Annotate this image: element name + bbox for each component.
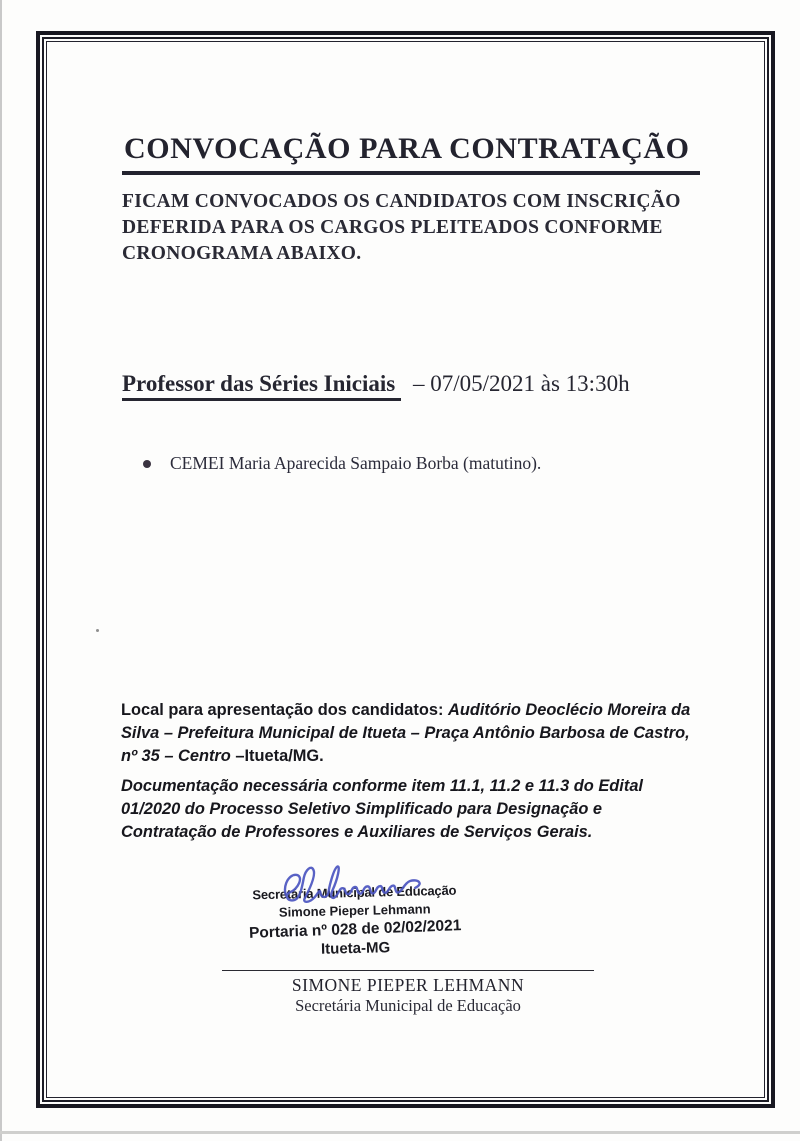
signatory-name: SIMONE PIEPER LEHMANN bbox=[291, 975, 525, 995]
stamp-city: Itueta-MG bbox=[320, 939, 391, 958]
schedule-datetime: – 07/05/2021 às 13:30h bbox=[412, 371, 630, 396]
local-line bbox=[121, 699, 690, 722]
intro-line: CRONOGRAMA ABAIXO. bbox=[122, 243, 362, 264]
location-text: CEMEI Maria Aparecida Sampaio Borba (matutino). bbox=[170, 453, 542, 473]
intro-line: DEFERIDA PARA OS CARGOS PLEITEADOS CONFORME bbox=[122, 217, 663, 238]
presentation-location-paragraph bbox=[121, 699, 690, 768]
local-city: –Itueta/MG. bbox=[235, 747, 324, 765]
local-line: Silva – Prefeitura Municipal de Itueta – Praça Antônio Barbosa de Castro, bbox=[121, 724, 690, 742]
local-label: Local para apresentação dos candidatos: bbox=[121, 701, 444, 719]
doc-line: Documentação necessária conforme item 11.1, 11.2 e 11.3 do Edital bbox=[121, 777, 643, 795]
local-venue: Auditório Deoclécio Moreira da bbox=[448, 701, 691, 719]
role-name: Professor das Séries Iniciais bbox=[122, 371, 401, 401]
schedule-heading bbox=[122, 371, 630, 397]
scan-paper-edge bbox=[0, 0, 2, 1141]
location-list-item bbox=[143, 453, 541, 474]
stamp-office: Secretária Municipal de Educação bbox=[252, 882, 457, 903]
doc-line: 01/2020 do Processo Seletivo Simplificado para Designação e bbox=[121, 800, 602, 818]
scan-bottom-band bbox=[0, 1131, 800, 1134]
bullet-icon bbox=[143, 460, 151, 468]
intro-paragraph bbox=[122, 189, 681, 267]
signature-line bbox=[222, 970, 594, 971]
stamp-name: Simone Pieper Lehmann bbox=[278, 901, 431, 920]
handwritten-signature-ink bbox=[275, 853, 429, 908]
local-address: nº 35 – Centro bbox=[121, 747, 231, 765]
intro-line: FICAM CONVOCADOS OS CANDIDATOS COM INSCRIÇÃO bbox=[122, 191, 681, 212]
document-title: CONVOCAÇÃO PARA CONTRATAÇÃO bbox=[122, 132, 700, 175]
doc-line: Contratação de Professores e Auxiliares de Serviços Gerais. bbox=[121, 823, 593, 841]
stamp-ordinance: Portaria nº 028 de 02/02/2021 bbox=[248, 917, 462, 942]
signatory-title: Secretária Municipal de Educação bbox=[295, 996, 521, 1015]
local-line bbox=[121, 745, 690, 768]
scan-speck bbox=[96, 629, 99, 632]
documentation-paragraph bbox=[121, 775, 643, 844]
